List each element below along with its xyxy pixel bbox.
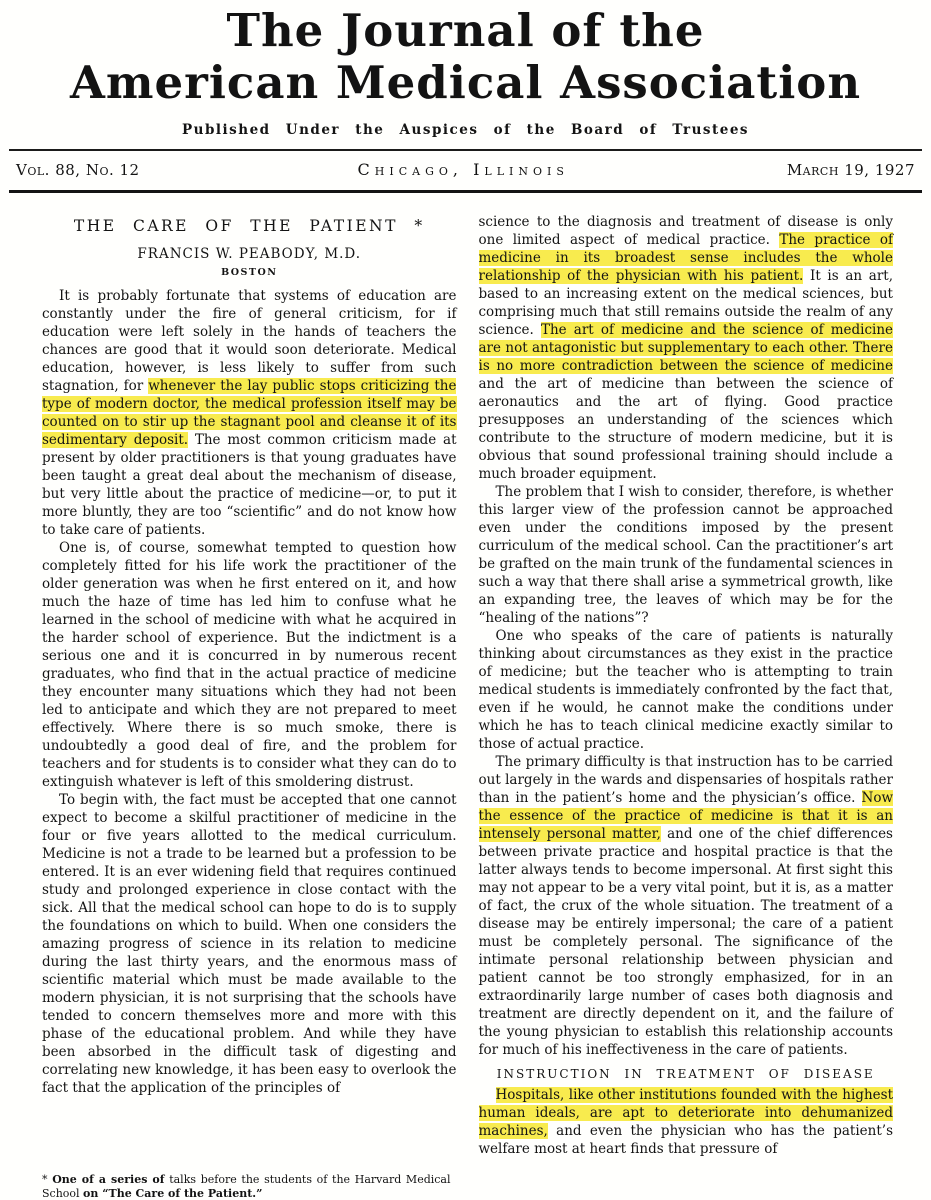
highlighted-text: The practice of medicine in its broadest sense includes the whole relationship of the physician with his patient.: [478, 232, 893, 285]
paragraph: [479, 627, 894, 753]
paragraph: [479, 483, 894, 627]
highlighted-text: The art of medicine and the science of medicine are not antagonistic but supplementary to each other. There is no more contradiction between the science of medicine: [478, 322, 894, 375]
left-column-body: [42, 287, 457, 1097]
text-run: One of a series of: [52, 1173, 165, 1187]
text-run: and one of the chief differences between private practice and hospital practice is that the latter always tends to become impersonal. At first sight this may not appear to be a very vital point, but it is, as a matter of fact, the crux of the whole situation. The treatment of a disease may be entirely impersonal; the care of a patient must be completely personal. The significance of the intimate personal relationship between physician and patient cannot be too strongly emphasized, for in an extraordinarily large number of cases both diagnosis and treatment are directly dependent on it, and the failure of the young physician to establish this relationship accounts for much of his ineffectiveness in the care of patients.: [478, 826, 893, 1059]
issue-date: March 19, 1927: [786, 161, 915, 180]
volume-number: Vol. 88, No. 12: [16, 161, 140, 180]
issue-info-row: [0, 151, 931, 185]
right-column: [479, 213, 894, 1200]
article-author: FRANCIS W. PEABODY, M.D.: [137, 246, 362, 263]
paragraph: [42, 539, 457, 791]
text-run: and even the physician who has the patient’s welfare most at heart finds that pressure of: [478, 1123, 893, 1158]
text-run: One who speaks of the care of patients is naturally thinking about circumstances as they exist in the practice of medicine; but the teacher who is attempting to train medical students is immediately confronted by the fact that, even if he would, he cannot make the conditions under which he has to teach clinical medicine exactly similar to those of actual practice.: [478, 628, 893, 753]
highlighted-text: Now the essence of the practice of medicine is that it is an intensely personal matter,: [478, 790, 893, 843]
text-run: The most common criticism made at present by older practitioners is that young graduates have been taught a great deal about the mechanism of disease, but very little about the practice of medicine—or, to put it more bluntly, they are too “scientific” and do not know how to take care of patients.: [42, 432, 457, 539]
paragraph: [42, 791, 457, 1097]
text-run: and the art of medicine than between the science of aeronautics and the art of flying. Good practice presupposes an understanding of the sciences which contribute to the structure of modern medicine, but it is obvious that sound professional training should include a much broader equipment.: [478, 376, 893, 483]
paragraph: [479, 213, 894, 483]
paragraph: [479, 1086, 894, 1158]
article-title: THE CARE OF THE PATIENT *: [73, 217, 425, 236]
text-run: on “The Care of the Patient.”: [83, 1187, 263, 1200]
right-column-body: [479, 213, 894, 1158]
text-run: The primary difficulty is that instruction has to be carried out largely in the wards and dispensaries of hospitals rather than in the patient’s home and the physician’s office.: [478, 754, 893, 807]
text-run: It is an art, based to an increasing extent on the medical sciences, but comprising much that still remains outside the realm of any science.: [478, 268, 893, 339]
highlighted-text: Hospitals, like other institutions founded with the highest human ideals, are apt to deteriorate into dehumanized machines,: [478, 1087, 893, 1140]
masthead: [0, 0, 931, 138]
journal-title-line1: The Journal of the: [226, 4, 705, 57]
text-run: *: [42, 1173, 53, 1187]
text-run: To begin with, the fact must be accepted that one cannot expect to become a skilful practitioner of medicine in the four or five years allotted to the medical curriculum. Medicine is not a trade to be learned but a profession to be entered. It is an ever widening field that requires continued study and prolonged experience in close contact with the sick. All that the medical school can hope to do is to supply the foundations on which to build. When one considers the amazing progress of science in its relation to medicine during the last thirty years, and the enormous mass of scientific material which must be made available to the modern physician, it is not surprising that the schools have tended to concern themselves more and more with this phase of the educational problem. And while they have been absorbed in the difficult task of digesting and correlating new knowledge, it has been easy to overlook the fact that the application of the principles of: [42, 792, 457, 1097]
article-author-location: BOSTON: [221, 267, 278, 279]
publication-city: Chicago, Illinois: [357, 160, 569, 180]
left-column: [42, 213, 457, 1200]
article-columns: [0, 193, 931, 1200]
paragraph: [42, 287, 457, 539]
text-run: It is probably fortunate that systems of education are constantly under the fire of general criticism, for if education were left solely in the hands of teachers the chances are good that it would soon deteriorate. Medical education, however, is less likely to suffer from such stagnation, for: [42, 288, 457, 395]
text-run: The problem that I wish to consider, therefore, is whether this larger view of the profession cannot be approached even under the conditions imposed by the present curriculum of the medical school. Can the practitioner’s art be grafted on the main trunk of the fundamental sciences in such a way that there shall arise a symmetrical growth, like an expanding tree, the leaves of which may be for the “healing of the nations”?: [478, 484, 893, 627]
section-heading: INSTRUCTION IN TREATMENT OF DISEASE: [496, 1067, 875, 1082]
journal-title-line2: American Medical Association: [69, 56, 862, 110]
highlighted-text: whenever the lay public stops criticizing the type of modern doctor, the medical profession itself may be counted on to stir up the stagnant pool and cleanse it of its sedimentary deposit.: [42, 378, 457, 449]
text-run: science to the diagnosis and treatment of disease is only one limited aspect of medical practice.: [478, 214, 893, 249]
masthead-subtitle: Published Under the Auspices of the Board of Trustees: [181, 122, 750, 139]
text-run: talks before the students of the Harvard Medical School: [42, 1173, 451, 1200]
text-run: One is, of course, somewhat tempted to question how completely fitted for his life work the practitioner of the older generation was when he first entered on it, and how much the haze of time has led him to confuse what he learned in the school of medicine with what he acquired in the harder school of experience. But the indictment is a serious one and it is concurred in by numerous recent graduates, who find that in the actual practice of medicine they encounter many situations which they had not been led to anticipate and which they are not prepared to meet effectively. Where there is so much smoke, there is undoubtedly a good deal of fire, and the problem for teachers and for students is to consider what they can do to extinguish whatever is left of this smoldering distrust.: [42, 540, 457, 791]
paragraph: [479, 753, 894, 1059]
footnote: [42, 1170, 451, 1200]
